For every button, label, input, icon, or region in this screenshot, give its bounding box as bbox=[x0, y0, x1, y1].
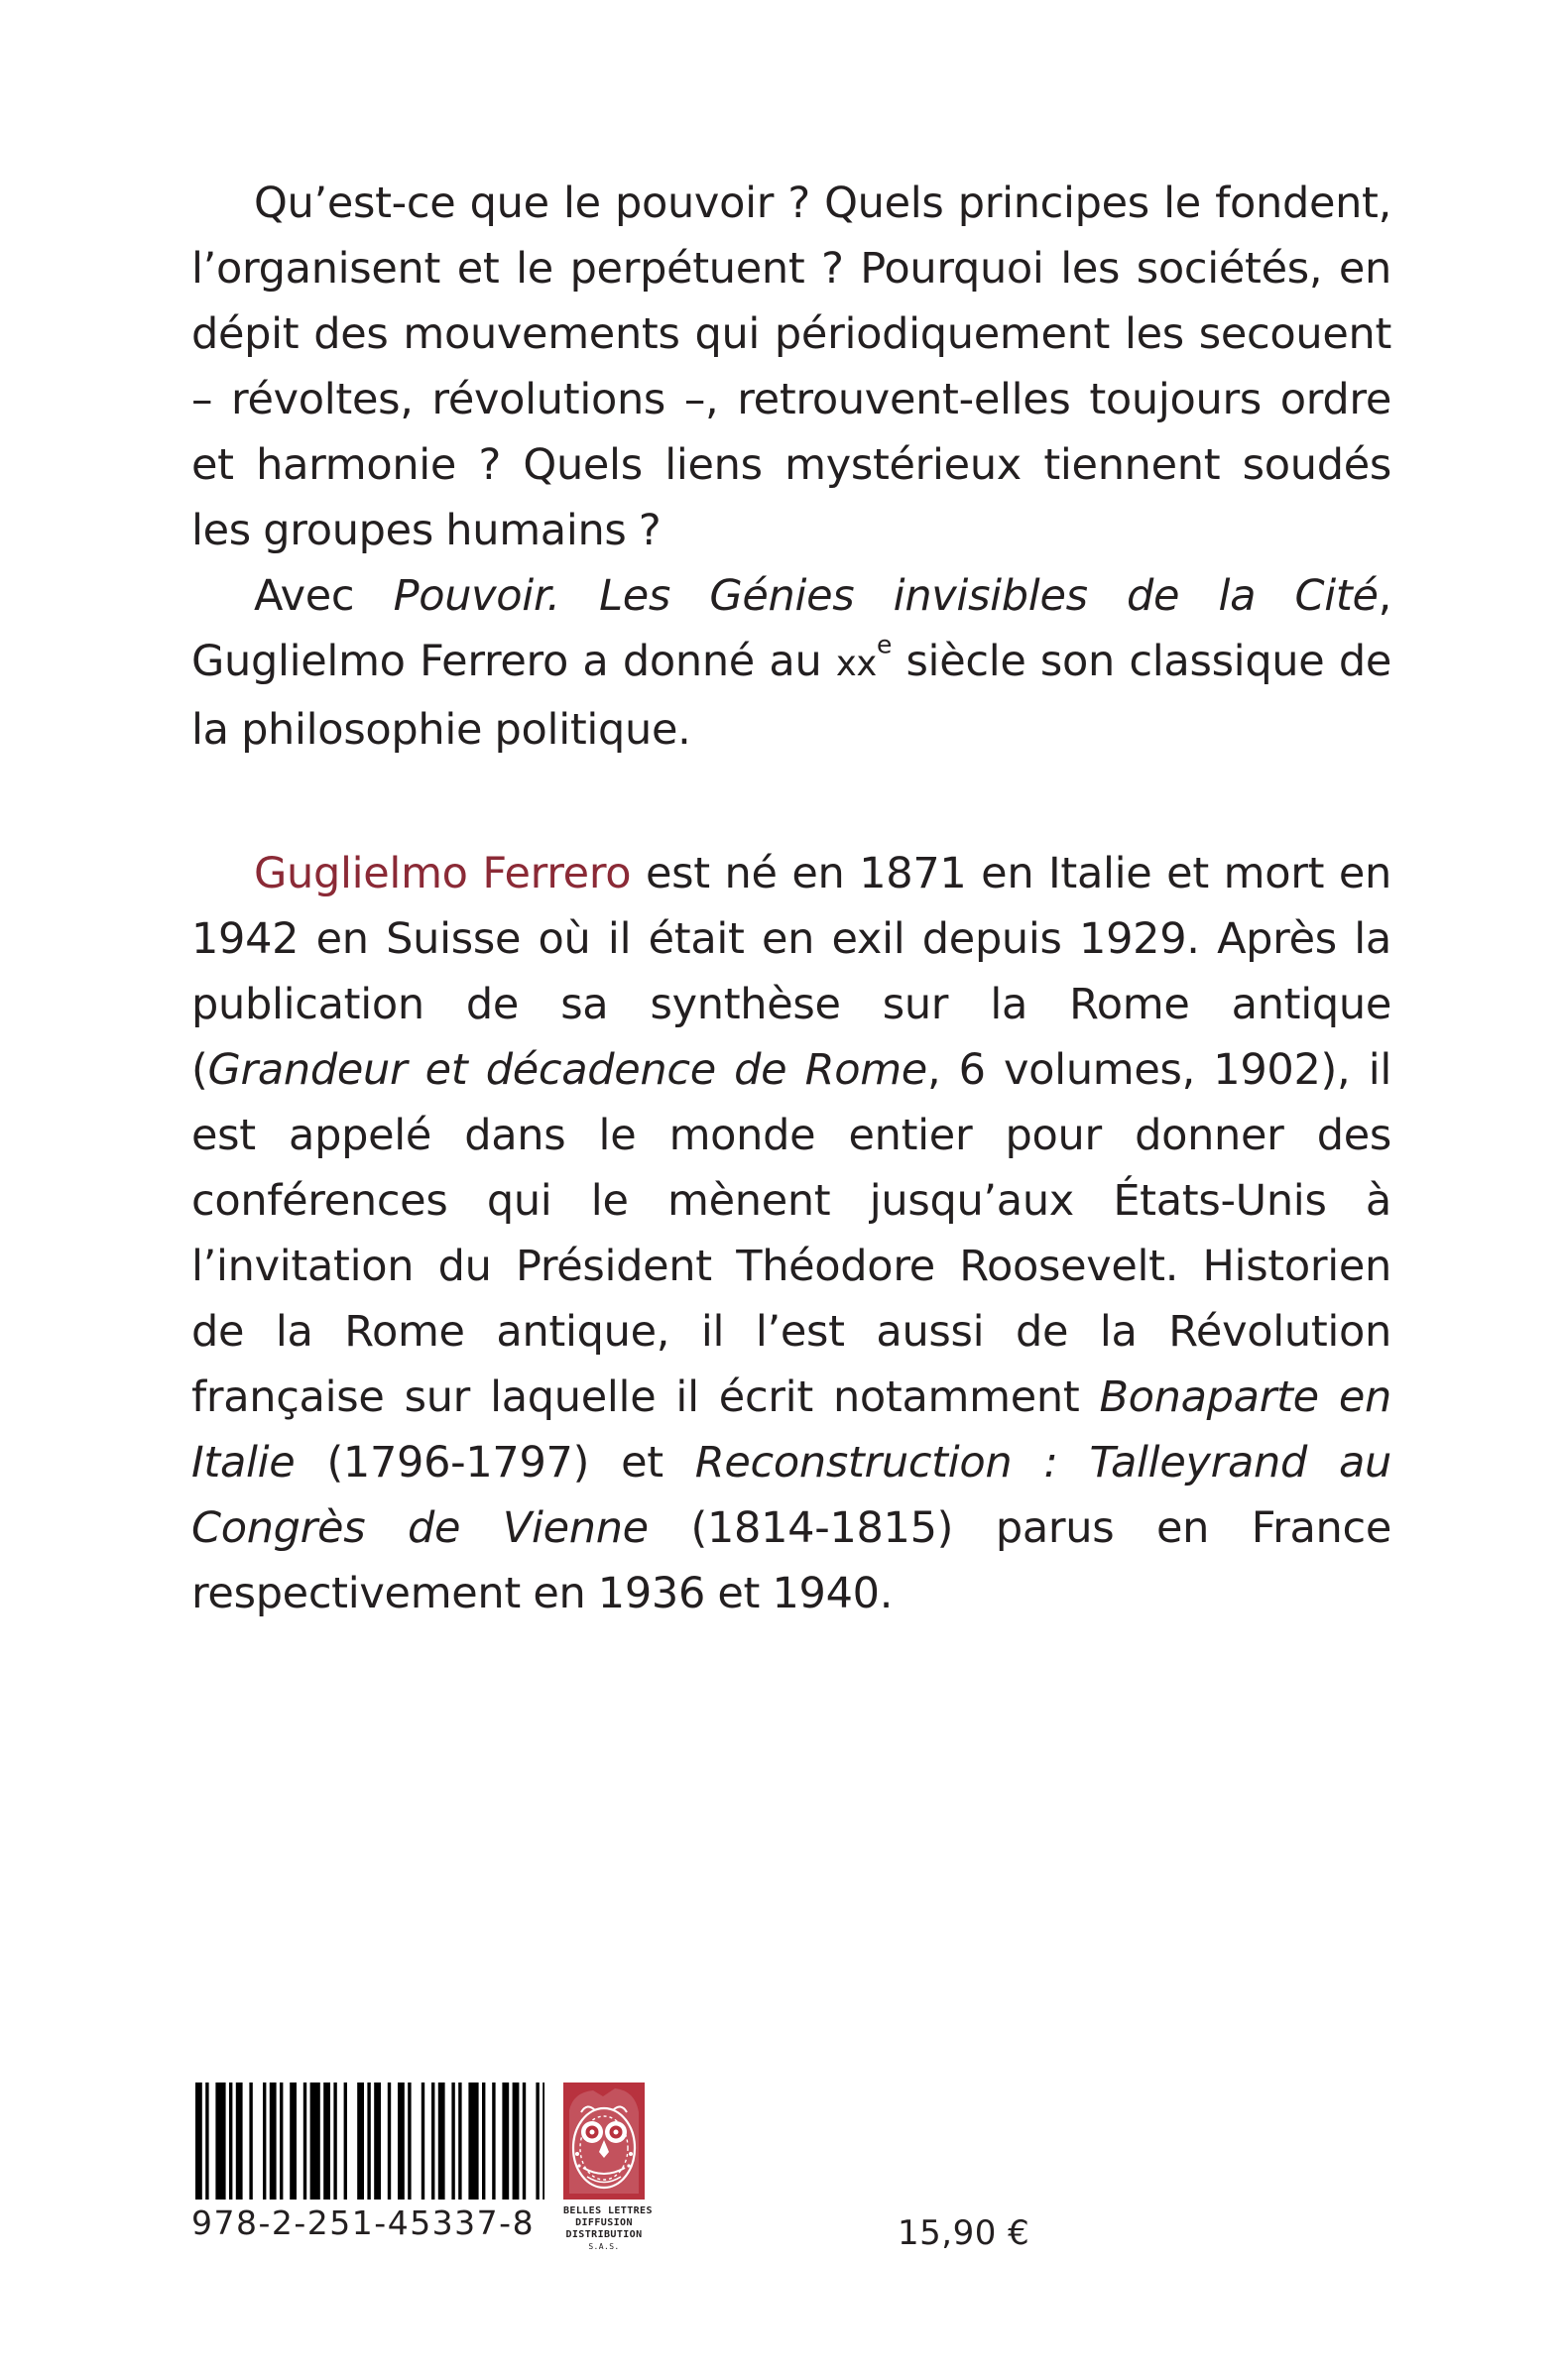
barcode-icon bbox=[191, 2082, 548, 2200]
bio-book-2: Bonaparte en Italie bbox=[191, 1372, 1392, 1488]
blurb-century-suffix: e bbox=[876, 630, 893, 659]
blurb-century: xx bbox=[835, 644, 877, 684]
isbn-number: 978-2-251-45337-8 bbox=[191, 2203, 536, 2242]
isbn-barcode-block bbox=[191, 2082, 548, 2242]
blurb-intro-text: Qu’est-ce que le pouvoir ? Quels principes le fondent, l’organisent et le perpétuent ? Pourquoi les sociétés, en dépit des mouvements qui périodiquement les secouent – révoltes, révolutions –, retrouvent-elles toujours ordre et harmonie ? Quels liens mystérieux tiennent soudés les groupes humains ? bbox=[191, 178, 1391, 555]
bio-text-2: , 6 volumes, 1902), il est appelé dans le monde entier pour donner des conférences qui le mènent jusqu’aux États-Unis à l’invitation du Président Théodore Roosevelt. Historien de la Rome antique, il l’est aussi de la Révolution française sur laquelle il écrit notamment bbox=[191, 1045, 1391, 1422]
blurb-closing: siècle son classique de la philosophie politique. bbox=[191, 637, 1392, 755]
author-bio bbox=[191, 841, 1391, 1626]
owl-logo-icon bbox=[563, 2082, 645, 2200]
bio-text-1: est né en 1871 en Italie et mort en 1942 en Suisse où il était en exil depuis 1929. Après la publication de sa synthèse sur la Rome antique ( bbox=[191, 849, 1391, 1095]
distributor-line-1: BELLES LETTRES bbox=[563, 2205, 653, 2216]
price-label: 15,90 € bbox=[898, 2213, 1030, 2253]
bio-book-3: Reconstruction : Talleyrand au Congrès de Vienne bbox=[191, 1438, 1391, 1553]
blurb-work-title: Pouvoir. Les Génies invisibles de la Cité bbox=[393, 571, 1379, 621]
publisher-logo bbox=[563, 2082, 653, 2253]
publisher-distributor-text bbox=[563, 2205, 653, 2253]
author-bio-paragraph bbox=[191, 841, 1391, 1626]
distributor-line-3: DISTRIBUTION bbox=[565, 2229, 643, 2240]
blurb-after-title: , Guglielmo Ferrero a donné au bbox=[191, 571, 1391, 686]
blurb bbox=[191, 171, 1391, 763]
distributor-line-2: DIFFUSION bbox=[575, 2217, 633, 2228]
bio-book-1: Grandeur et décadence de Rome bbox=[207, 1045, 927, 1095]
blurb-avec: Avec bbox=[254, 571, 394, 621]
bio-text-4: (1814-1815) parus en France respectivement en 1936 et 1940. bbox=[191, 1503, 1391, 1618]
blurb-title-paragraph bbox=[191, 563, 1391, 763]
blurb-intro-paragraph bbox=[191, 171, 1391, 563]
bio-text-3: (1796-1797) et bbox=[295, 1438, 695, 1488]
author-name: Guglielmo Ferrero bbox=[254, 849, 632, 898]
distributor-line-4: S.A.S. bbox=[588, 2242, 620, 2251]
